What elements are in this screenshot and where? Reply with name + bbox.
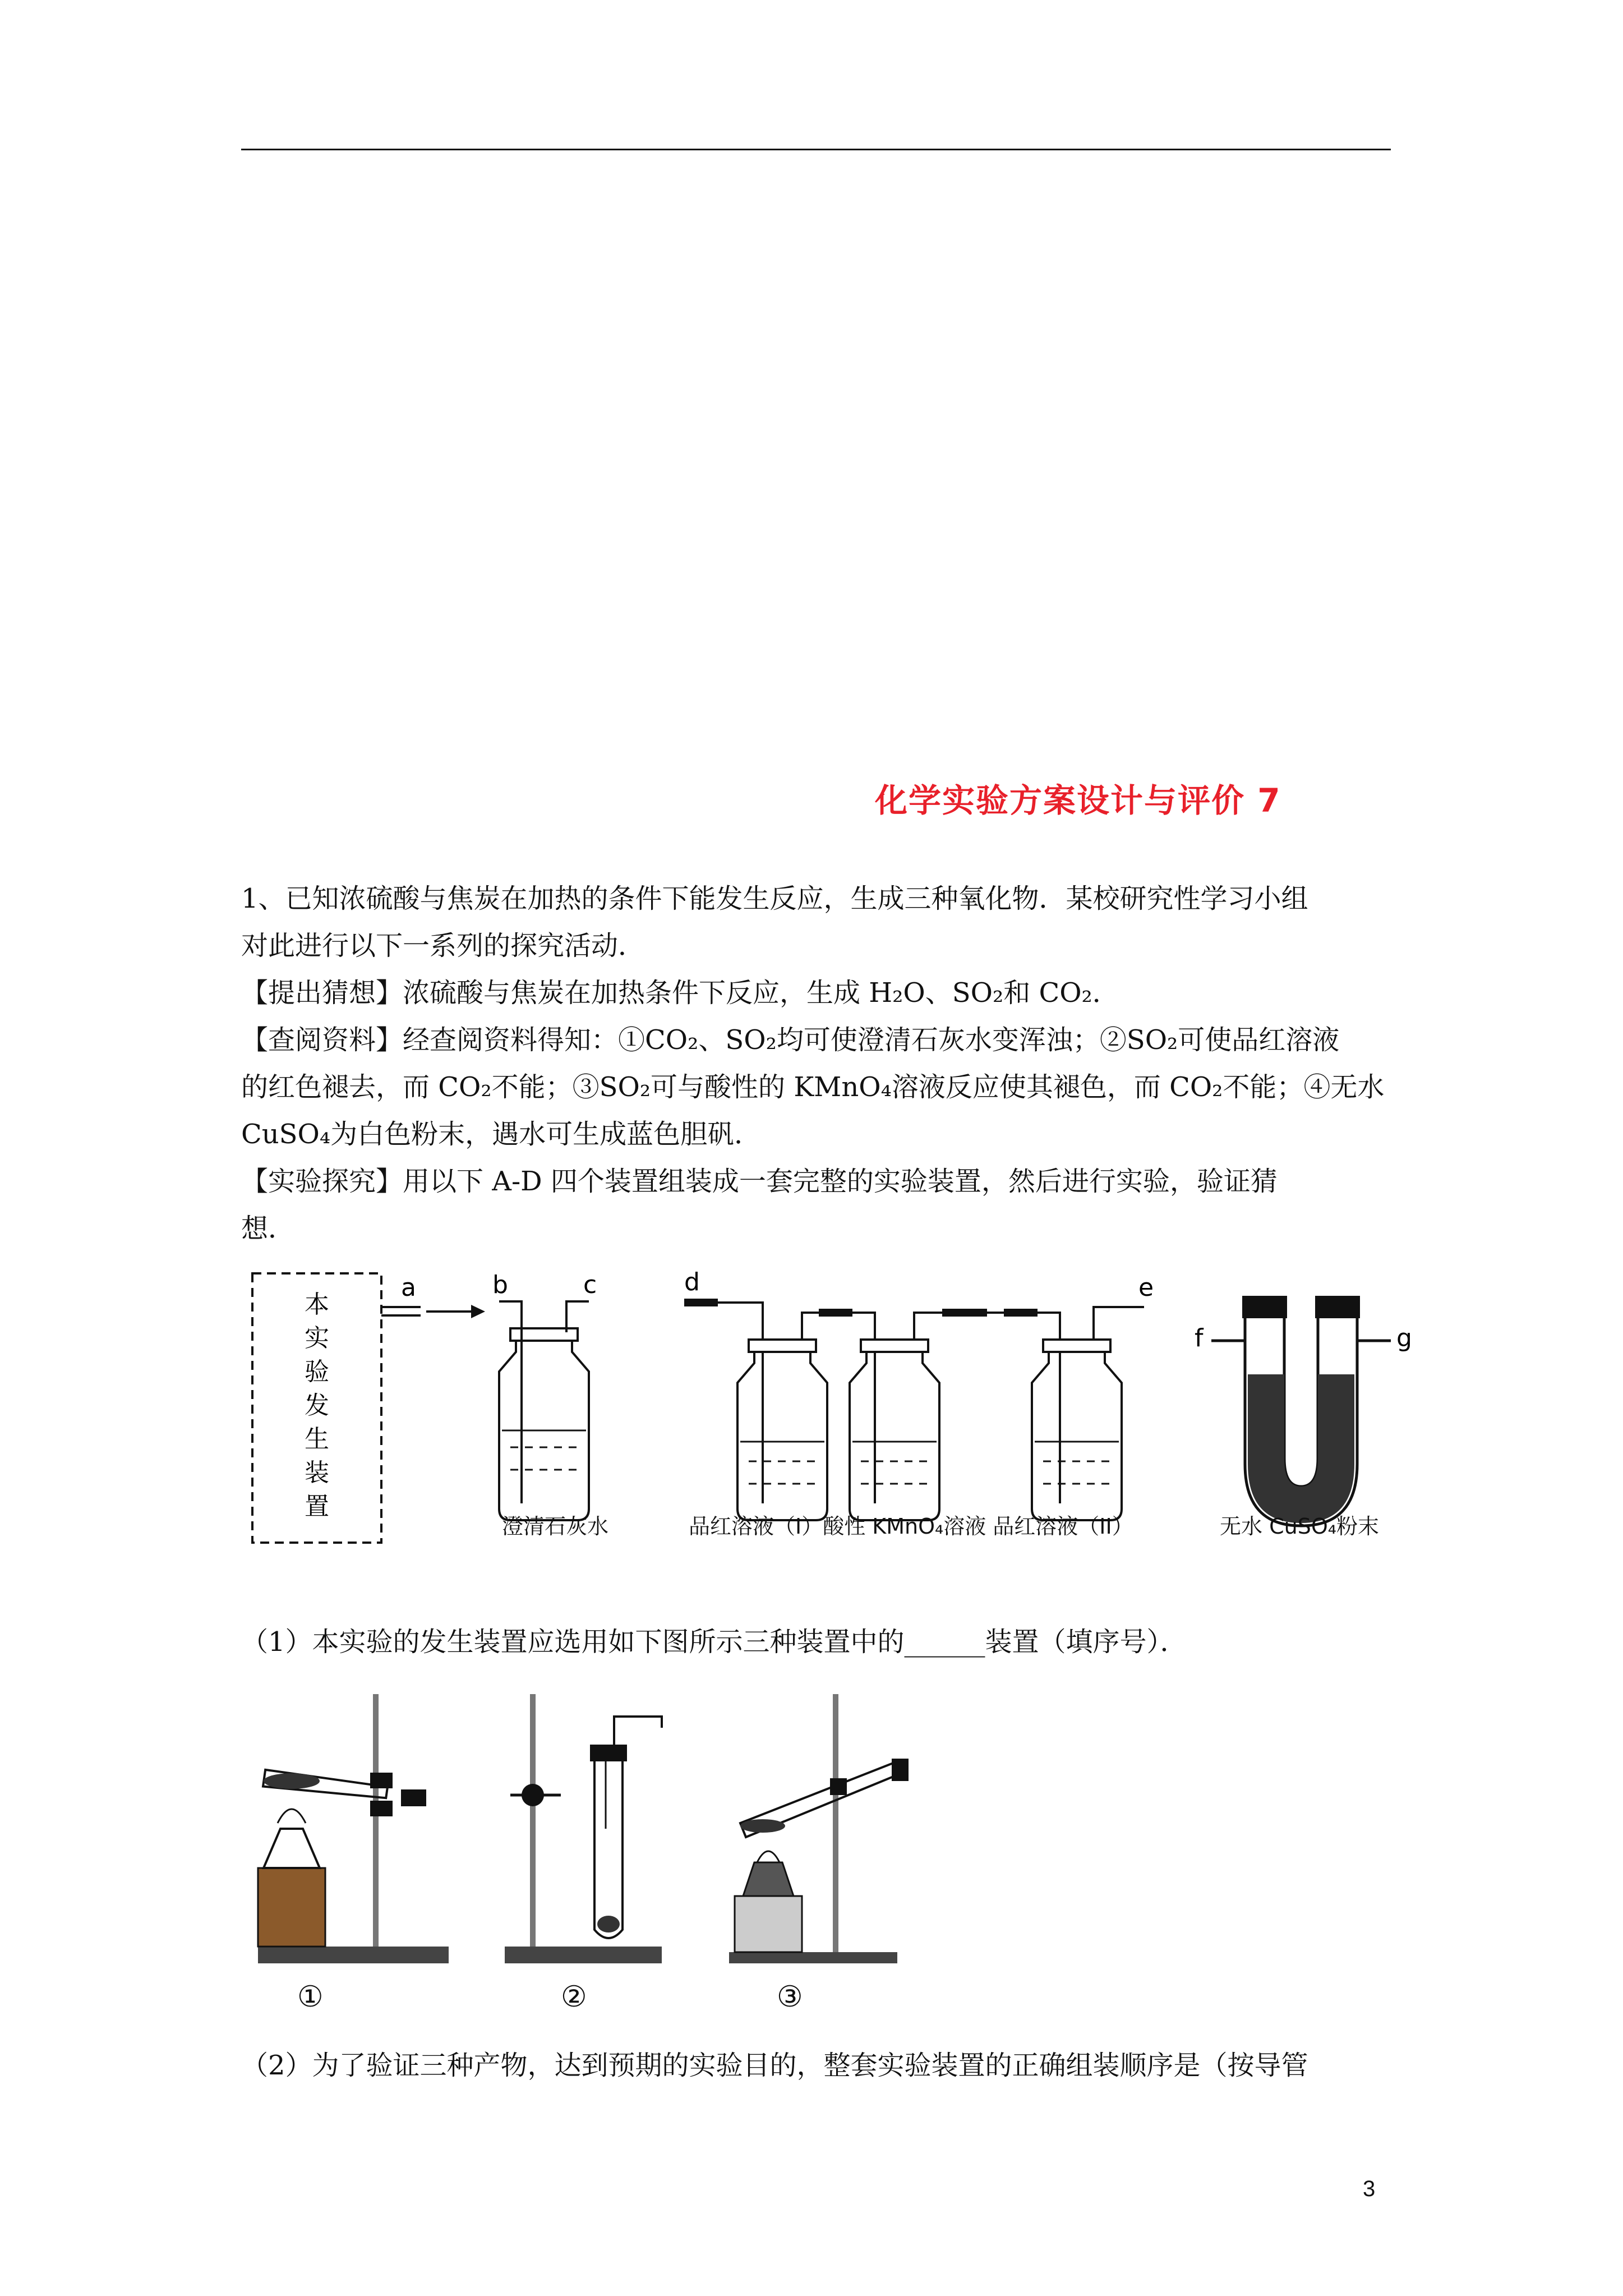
option-label-2: ②	[561, 1980, 587, 2014]
q1-hypothesis	[241, 969, 1396, 1016]
box-label-char: 置	[305, 1492, 329, 1521]
q1-info-3: CuSO₄为白色粉末，遇水可生成蓝色胆矾．	[241, 1119, 762, 1150]
hypothesis-tag: 【提出猜想】	[241, 977, 403, 1009]
pinhong-bottle-2	[1032, 1340, 1122, 1520]
hypothesis-text: 浓硫酸与焦炭在加热条件下反应，生成 H₂O、SO₂和 CO₂．	[403, 977, 1119, 1009]
option-label-3: ③	[777, 1980, 803, 2014]
port-a: a	[401, 1273, 416, 1302]
page-title: 化学实验方案设计与评价 7	[875, 781, 1281, 820]
port-e: e	[1138, 1273, 1154, 1302]
limewater-bottle	[492, 1271, 597, 1520]
box-label-char: 本	[305, 1290, 329, 1319]
box-label-char: 验	[305, 1358, 329, 1386]
sub-question-2	[241, 2042, 1396, 2089]
header-rule	[241, 149, 1391, 150]
box-label-char: 装	[305, 1458, 329, 1487]
info-text-1: 经查阅资料得知：①CO₂、SO₂均可使澄清石灰水变浑浊；②SO₂可使品红溶液	[403, 1024, 1340, 1056]
question-1	[241, 875, 1396, 1252]
q1-line-1: 1、已知浓硫酸与焦炭在加热的条件下能发生反应，生成三种氧化物．某校研究性学习小组	[241, 883, 1308, 914]
port-c: c	[583, 1271, 597, 1299]
port-f: f	[1195, 1324, 1204, 1352]
generator-box-label	[305, 1290, 329, 1521]
q1-line-2: 对此进行以下一系列的探究活动．	[241, 930, 645, 961]
q1-explore-1	[241, 1158, 1396, 1205]
explore-text-1: 用以下 A-D 四个装置组装成一套完整的实验装置，然后进行实验，验证猜	[403, 1166, 1278, 1197]
caption-cuso4: 无水 CuSO₄粉末	[1220, 1514, 1379, 1539]
sub-question-2-text: （2）为了验证三种产物，达到预期的实验目的，整套实验装置的正确组装顺序是（按导管	[241, 2050, 1308, 2081]
info-tag: 【查阅资料】	[241, 1024, 403, 1056]
sub-question-1	[241, 1618, 1396, 1665]
generator-options-diagram	[247, 1683, 976, 1997]
caption-limewater: 澄清石灰水	[502, 1514, 609, 1539]
u-tube-cuso4	[1195, 1296, 1412, 1526]
apparatus-2	[505, 1694, 662, 1963]
pinhong-bottle-1	[737, 1340, 827, 1520]
box-label-char: 生	[305, 1425, 329, 1453]
q1-explore-2: 想．	[241, 1213, 296, 1244]
page-number: 3	[1363, 2177, 1376, 2201]
box-label-char: 实	[305, 1324, 329, 1352]
explore-tag: 【实验探究】	[241, 1166, 403, 1197]
option-label-1: ①	[297, 1980, 324, 2014]
apparatus-3	[729, 1694, 909, 1963]
port-b: b	[492, 1271, 508, 1299]
port-g: g	[1396, 1324, 1412, 1352]
kmno4-bottle	[850, 1340, 939, 1520]
q1-info-2: 的红色褪去，而 CO₂不能；③SO₂可与酸性的 KMnO₄溶液反应使其褪色，而 CO₂不能；④无水	[241, 1071, 1385, 1103]
box-label-char: 发	[305, 1391, 329, 1420]
q1-info-1	[241, 1016, 1396, 1064]
caption-middle-bottles: 品红溶液（I）酸性 KMnO₄溶液 品红溶液（II）	[689, 1514, 1133, 1539]
port-d: d	[684, 1268, 700, 1296]
sub-question-1-text: （1）本实验的发生装置应选用如下图所示三种装置中的______装置（填序号）．	[241, 1626, 1187, 1658]
apparatus-1	[258, 1694, 449, 1963]
arrow-icon	[471, 1305, 485, 1318]
